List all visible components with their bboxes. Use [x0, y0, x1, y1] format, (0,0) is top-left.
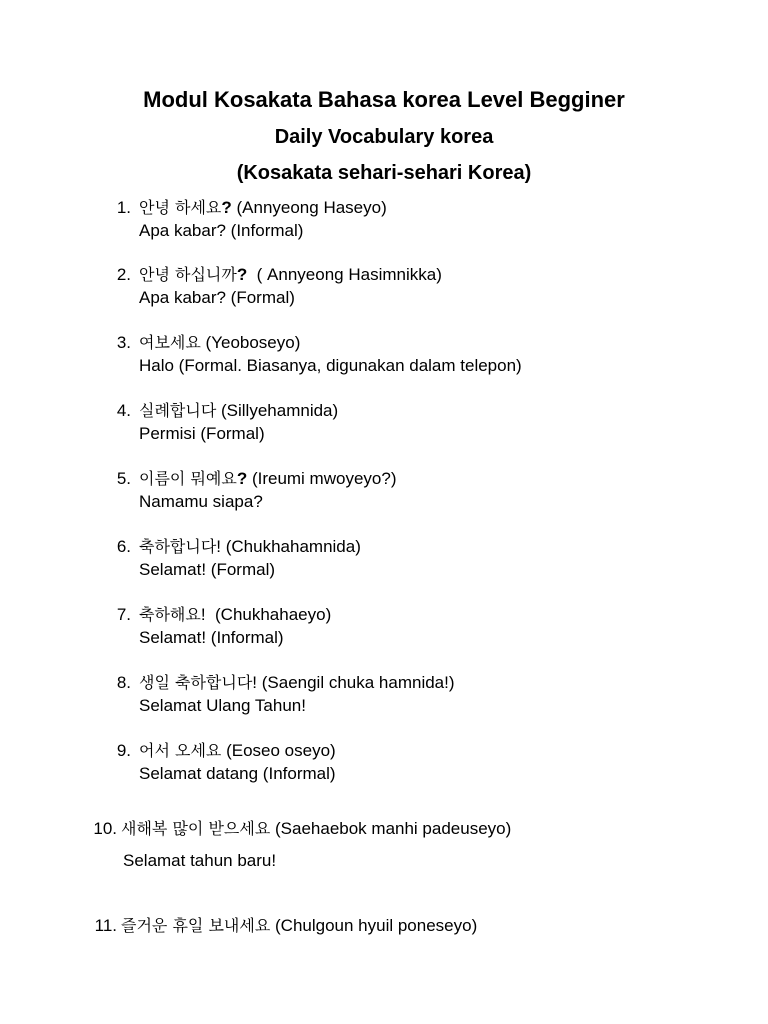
vocab-meaning: Namamu siapa? [139, 492, 263, 511]
vocab-number: 1. [116, 198, 131, 217]
vocab-punctuation: ? [236, 469, 248, 488]
vocab-punctuation: ? [236, 265, 248, 284]
vocab-meaning: Selamat datang (Informal) [139, 764, 336, 783]
vocab-term-line [139, 196, 387, 219]
vocab-romanization: (Chukhahaeyo) [205, 605, 332, 624]
vocab-number: 11. [94, 916, 117, 935]
vocab-korean: 이름이 뭐예요 [139, 469, 237, 488]
vocab-korean: 즐거운 휴일 보내세요 [121, 916, 271, 935]
document-subtitle-2: (Kosakata sehari-sehari Korea) [236, 162, 532, 184]
vocab-meaning: Selamat tahun baru! [123, 851, 277, 870]
vocab-romanization: ( Annyeong Hasimnikka) [247, 265, 442, 284]
vocab-term-line [139, 399, 338, 422]
vocab-number: 7. [116, 605, 131, 624]
vocab-meaning: Apa kabar? (Informal) [139, 221, 304, 240]
vocab-number: 2. [116, 265, 131, 284]
vocab-korean: 실례합니다 [139, 401, 217, 420]
vocab-romanization: (Saehaebok manhi padeuseyo) [270, 819, 512, 838]
vocab-meaning: Selamat! (Informal) [139, 628, 284, 647]
vocab-korean: 안녕 하십니까 [139, 265, 237, 284]
vocab-romanization: (Sillyehamnida) [216, 401, 339, 420]
vocab-punctuation: ! [216, 537, 222, 556]
vocab-term-line [139, 467, 396, 490]
document-subtitle: Daily Vocabulary korea [274, 126, 494, 148]
vocab-number: 9. [116, 741, 131, 760]
vocab-meaning: Selamat Ulang Tahun! [139, 696, 306, 715]
vocab-term-line [139, 331, 300, 354]
vocab-term-line [139, 671, 455, 694]
vocab-term-line [139, 263, 442, 286]
vocab-punctuation: ! [252, 673, 258, 692]
vocab-meaning: Selamat! (Formal) [139, 560, 276, 579]
vocab-punctuation: ! [200, 605, 206, 624]
vocab-romanization: (Ireumi mwoyeyo?) [247, 469, 397, 488]
vocab-romanization: (Saengil chuka hamnida!) [257, 673, 455, 692]
vocab-number: 4. [116, 401, 131, 420]
vocab-korean: 축하해요 [139, 605, 201, 624]
vocab-romanization: (Eoseo oseyo) [221, 741, 336, 760]
vocab-term-line [121, 817, 511, 840]
vocab-number: 3. [116, 333, 131, 352]
vocab-term-line [139, 739, 336, 762]
vocab-number: 6. [116, 537, 131, 556]
vocab-number: 10. [93, 819, 117, 838]
vocab-meaning: Halo (Formal. Biasanya, digunakan dalam telepon) [139, 356, 522, 375]
vocab-term-line [139, 603, 331, 626]
vocab-romanization: (Chukhahamnida) [221, 537, 361, 556]
vocab-korean: 축하합니다 [139, 537, 217, 556]
vocab-romanization: (Yeoboseyo) [200, 333, 301, 352]
vocab-romanization: (Annyeong Haseyo) [231, 198, 387, 217]
vocab-punctuation: ? [221, 198, 232, 217]
vocab-korean: 여보세요 [139, 333, 201, 352]
vocab-meaning: Apa kabar? (Formal) [139, 288, 295, 307]
vocab-korean: 새해복 많이 받으세요 [121, 819, 271, 838]
vocab-korean: 어서 오세요 [139, 741, 222, 760]
vocab-korean: 안녕 하세요 [139, 198, 222, 217]
vocab-meaning: Permisi (Formal) [139, 424, 265, 443]
vocab-number: 8. [116, 673, 131, 692]
vocab-term-line [139, 535, 361, 558]
vocab-number: 5. [116, 469, 131, 488]
vocab-term-line [121, 914, 477, 937]
vocab-romanization: (Chulgoun hyuil poneseyo) [270, 916, 478, 935]
document-title: Modul Kosakata Bahasa korea Level Begginer [143, 87, 625, 112]
vocab-korean: 생일 축하합니다 [139, 673, 253, 692]
